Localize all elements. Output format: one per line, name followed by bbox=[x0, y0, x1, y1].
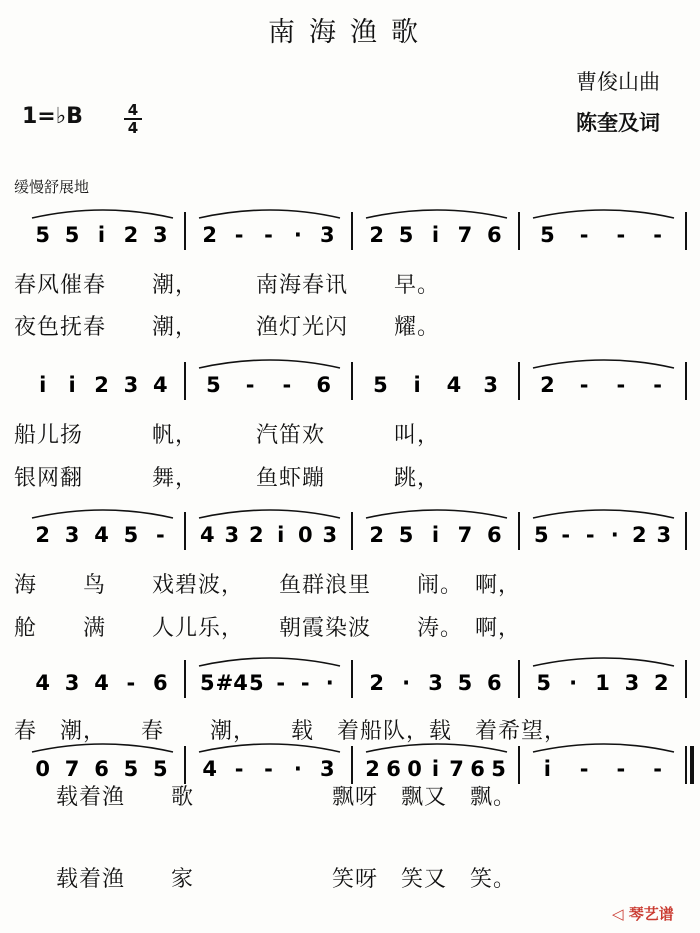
note-glyph: - bbox=[276, 671, 286, 695]
slur-arc bbox=[533, 658, 674, 666]
note-glyph: · bbox=[325, 671, 334, 695]
note-glyph: 2 bbox=[248, 523, 264, 547]
note-glyph: 2 bbox=[369, 223, 385, 247]
lyricist-credit: 陈奎及词 bbox=[576, 110, 660, 135]
song-title: 南海渔歌 bbox=[268, 17, 432, 48]
note-glyph: - bbox=[653, 373, 662, 397]
note-glyph: 6 bbox=[470, 757, 485, 781]
note-glyph: 4 bbox=[35, 671, 51, 695]
note-glyph: · bbox=[293, 757, 302, 781]
note-glyph: - bbox=[616, 223, 626, 247]
note-glyph: · bbox=[293, 223, 302, 247]
note-glyph: 7 bbox=[457, 523, 473, 547]
note-glyph: 3 bbox=[64, 671, 80, 695]
note-glyph: - bbox=[653, 223, 662, 247]
note-glyph: 3 bbox=[322, 523, 338, 547]
note-glyph: 2 bbox=[94, 373, 109, 397]
note-glyph: - bbox=[579, 223, 589, 247]
note-glyph: 3 bbox=[483, 373, 498, 397]
note-glyph: i bbox=[431, 523, 440, 547]
note-glyph: 5 bbox=[152, 757, 168, 781]
note-glyph: 6 bbox=[486, 223, 502, 247]
slur-arc bbox=[366, 510, 507, 518]
note-glyph: - bbox=[264, 757, 273, 781]
note-glyph: i bbox=[39, 373, 47, 397]
note-glyph: i bbox=[97, 223, 106, 247]
note-glyph: 1 bbox=[595, 671, 610, 695]
note-glyph: - bbox=[126, 671, 136, 695]
note-glyph: 3 bbox=[319, 223, 335, 247]
lyric-line: 夜色抚春 潮， 渔灯光闪 耀。 bbox=[14, 315, 441, 340]
note-glyph: 2 bbox=[365, 757, 380, 781]
note-glyph: 5 bbox=[123, 757, 139, 781]
note-glyph: i bbox=[431, 223, 440, 247]
note-glyph: - bbox=[155, 523, 165, 547]
note-glyph: 4 bbox=[202, 757, 218, 781]
note-glyph: 0 bbox=[35, 757, 51, 781]
lyric-line: 船儿扬 帆， 汽笛欢 叫， bbox=[14, 423, 441, 448]
slur-arc bbox=[533, 360, 674, 368]
note-glyph: 4 bbox=[152, 373, 168, 397]
slur-arc bbox=[32, 210, 173, 218]
note-glyph: 5 bbox=[457, 671, 473, 695]
slur-arc bbox=[533, 744, 674, 752]
note-glyph: 3 bbox=[624, 671, 640, 695]
note-glyph: 5 bbox=[398, 223, 414, 247]
note-glyph: - bbox=[234, 757, 244, 781]
note-glyph: 5 bbox=[491, 757, 506, 781]
note-glyph: i bbox=[431, 757, 440, 781]
note-glyph: 5 bbox=[398, 523, 414, 547]
note-glyph: 4 bbox=[199, 523, 215, 547]
note-glyph: 3 bbox=[319, 757, 335, 781]
logo-icon: ◁ bbox=[612, 905, 624, 923]
note-glyph: 5 bbox=[35, 223, 51, 247]
note-glyph: 2 bbox=[653, 671, 669, 695]
note-glyph: 0 bbox=[407, 757, 422, 781]
note-glyph: 4 bbox=[446, 373, 462, 397]
note-glyph: 7 bbox=[449, 757, 464, 781]
note-glyph: 6 bbox=[386, 757, 401, 781]
note-glyph: 6 bbox=[486, 523, 502, 547]
note-glyph: 6 bbox=[486, 671, 502, 695]
slur-arc bbox=[32, 744, 173, 752]
watermark-logo bbox=[612, 903, 674, 924]
note-glyph: 5 bbox=[206, 373, 221, 397]
note-glyph: 5 bbox=[199, 671, 215, 695]
note-glyph: 3 bbox=[152, 223, 168, 247]
slur-arc bbox=[533, 510, 674, 518]
note-glyph: - bbox=[264, 223, 273, 247]
note-glyph: 3 bbox=[428, 671, 443, 695]
note-glyph: 6 bbox=[152, 671, 168, 695]
note-glyph: #4 bbox=[215, 671, 248, 695]
note-glyph: · bbox=[402, 671, 411, 695]
note-glyph: 0 bbox=[297, 523, 313, 547]
lyric-line: 银网翻 舞， 鱼虾蹦 跳， bbox=[14, 466, 441, 491]
note-glyph: 3 bbox=[64, 523, 80, 547]
lyric-line: 载着渔 家 笑呀 笑又 笑。 bbox=[56, 867, 517, 892]
composer-credit: 曹俊山曲 bbox=[576, 70, 660, 94]
note-glyph: 3 bbox=[656, 523, 672, 547]
note-glyph: i bbox=[413, 373, 421, 397]
note-glyph: 5 bbox=[123, 523, 139, 547]
note-glyph: 5 bbox=[373, 373, 388, 397]
note-glyph: - bbox=[653, 757, 662, 781]
note-glyph: 2 bbox=[369, 671, 385, 695]
note-glyph: 3 bbox=[123, 373, 139, 397]
note-glyph: - bbox=[616, 757, 626, 781]
time-signature-top: 4 bbox=[127, 101, 139, 119]
lyric-line: 载着渔 歌 飘呀 飘又 飘。 bbox=[56, 785, 517, 810]
note-glyph: 5 bbox=[536, 671, 552, 695]
note-glyph: i bbox=[543, 757, 551, 781]
tempo-marking: 缓慢舒展地 bbox=[14, 178, 90, 196]
lyric-line: 春 潮， 春 潮， 载 着船队，载 着希望， bbox=[14, 719, 568, 744]
slur-arc bbox=[32, 510, 173, 518]
note-glyph: 2 bbox=[369, 523, 385, 547]
note-glyph: 5 bbox=[248, 671, 264, 695]
note-glyph: i bbox=[277, 523, 285, 547]
note-glyph: 5 bbox=[533, 523, 549, 547]
slur-arc bbox=[199, 360, 340, 368]
note-glyph: - bbox=[561, 523, 571, 547]
slur-arc bbox=[199, 510, 340, 518]
note-glyph: 7 bbox=[64, 757, 80, 781]
note-glyph: 7 bbox=[457, 223, 473, 247]
note-glyph: 6 bbox=[316, 373, 331, 397]
note-glyph: · bbox=[569, 671, 578, 695]
lyric-line: 海 鸟 戏碧波， 鱼群浪里 闹。 啊， bbox=[14, 573, 522, 598]
note-glyph: 5 bbox=[540, 223, 555, 247]
slur-arc bbox=[199, 744, 340, 752]
note-glyph: - bbox=[300, 671, 310, 695]
slur-arc bbox=[533, 210, 674, 218]
note-glyph: · bbox=[610, 523, 619, 547]
note-glyph: - bbox=[245, 373, 255, 397]
note-glyph: 5 bbox=[64, 223, 80, 247]
note-glyph: - bbox=[579, 757, 589, 781]
note-glyph: - bbox=[585, 523, 595, 547]
note-glyph: - bbox=[616, 373, 626, 397]
lyric-line: 舱 满 人儿乐， 朝霞染波 涛。 啊， bbox=[14, 616, 522, 641]
watermark-text: 琴艺谱 bbox=[628, 905, 674, 923]
time-signature-bottom: 4 bbox=[124, 118, 142, 136]
note-glyph: 4 bbox=[94, 671, 109, 695]
slur-arc bbox=[366, 744, 507, 752]
note-glyph: 2 bbox=[631, 523, 647, 547]
note-glyph: - bbox=[579, 373, 589, 397]
lyric-line: 春风催春 潮， 南海春讯 早。 bbox=[14, 273, 441, 298]
key-signature: 1=♭B bbox=[22, 104, 83, 129]
note-glyph: 2 bbox=[540, 373, 555, 397]
note-glyph: - bbox=[282, 373, 292, 397]
note-glyph: 2 bbox=[202, 223, 218, 247]
note-glyph: 2 bbox=[123, 223, 139, 247]
slur-arc bbox=[366, 210, 507, 218]
note-glyph: 3 bbox=[224, 523, 240, 547]
slur-arc bbox=[199, 658, 340, 666]
slur-arc bbox=[199, 210, 340, 218]
note-glyph: 2 bbox=[35, 523, 51, 547]
note-glyph: 4 bbox=[94, 523, 109, 547]
note-glyph: 6 bbox=[94, 757, 109, 781]
note-glyph: - bbox=[234, 223, 244, 247]
note-glyph: i bbox=[68, 373, 76, 397]
